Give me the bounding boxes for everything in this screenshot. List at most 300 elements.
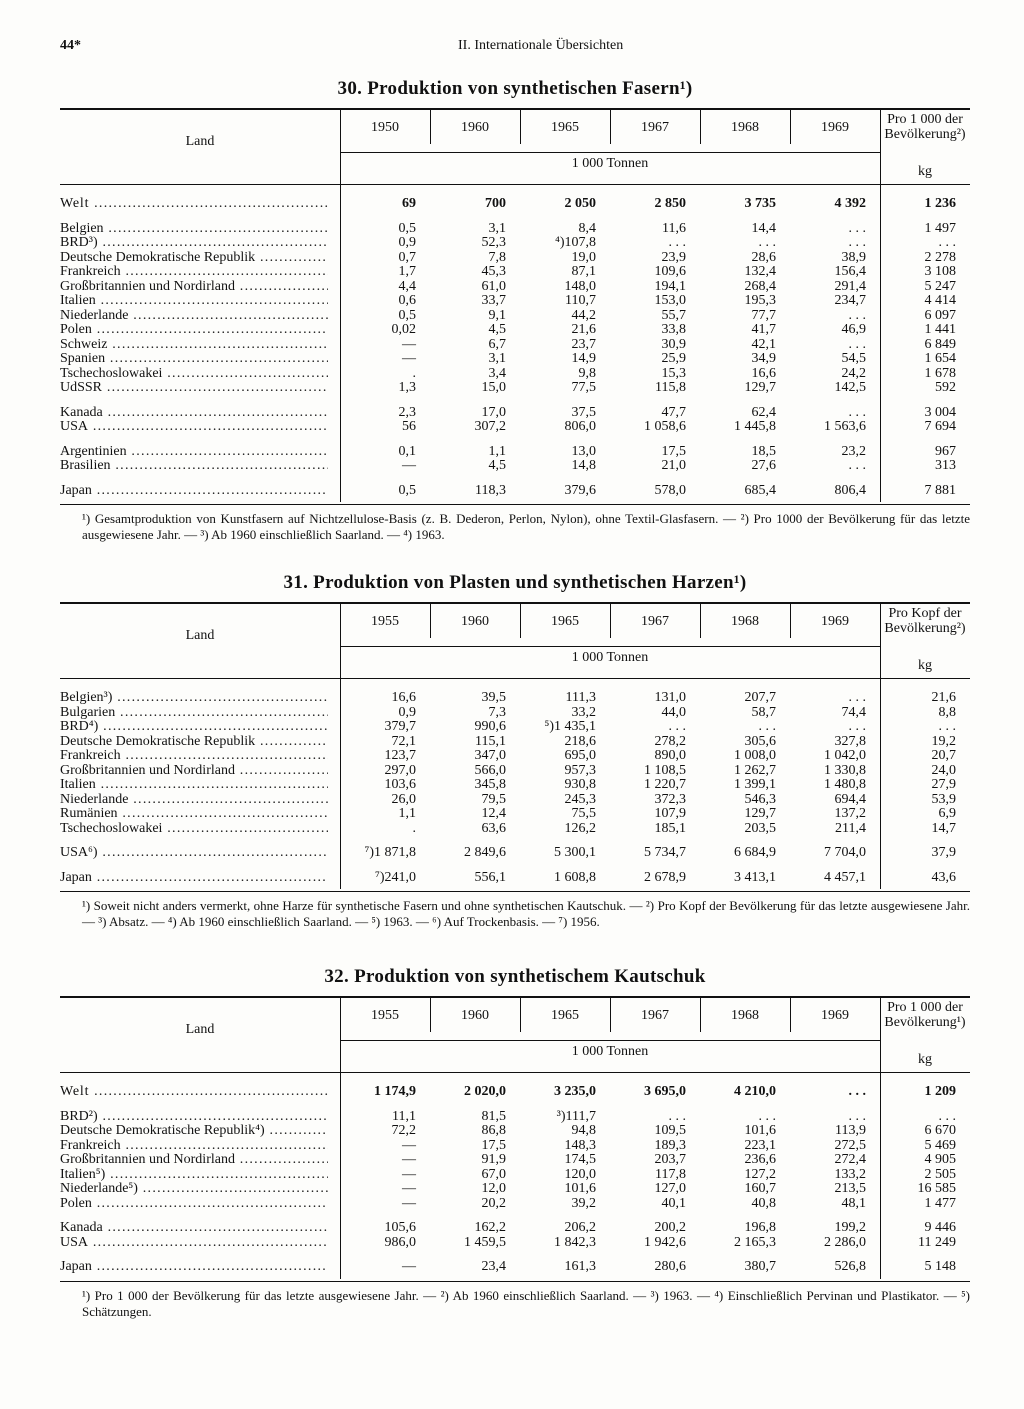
value-cell: 3,4 xyxy=(488,365,506,381)
value-cell: 234,7 xyxy=(834,293,866,308)
country-label: Polen ..... xyxy=(60,1197,328,1212)
value-cell: 2 286,0 xyxy=(824,1234,866,1250)
value-cell: 957,3 xyxy=(564,762,596,778)
value-cell: 21,6 xyxy=(931,690,956,705)
value-cell: 1 209 xyxy=(924,1084,956,1099)
value-cell: 1,3 xyxy=(398,380,416,395)
country-label: Großbritannien und Nordirland ..... xyxy=(60,280,328,295)
value-cell: 546,3 xyxy=(744,791,776,807)
value-cell: 2 050 xyxy=(564,196,596,211)
value-cell: . . . xyxy=(848,719,866,734)
running-title: II. Internationale Übersichten xyxy=(458,38,624,53)
value-cell: 372,3 xyxy=(654,791,686,807)
value-cell: 1 654 xyxy=(924,351,956,366)
value-cell: 40,8 xyxy=(751,1195,776,1211)
value-cell: 42,1 xyxy=(751,336,776,352)
value-cell: 200,2 xyxy=(654,1220,686,1235)
value-cell: 62,4 xyxy=(751,404,776,420)
value-cell: 40,1 xyxy=(661,1195,686,1211)
value-cell: 26,0 xyxy=(391,791,416,807)
table-row xyxy=(60,1110,970,1125)
country-label: Frankreich ..... xyxy=(60,749,328,764)
value-cell: 8,8 xyxy=(938,704,956,720)
year-header: 1965 xyxy=(551,614,579,629)
country-label: Italien⁵) ..... xyxy=(60,1168,328,1183)
value-cell: . . . xyxy=(668,1108,686,1124)
country-label: Schweiz ..... xyxy=(60,338,328,353)
value-cell: 54,5 xyxy=(841,351,866,366)
value-cell: 6 849 xyxy=(924,336,956,352)
unit-label: 1 000 Tonnen xyxy=(571,1044,649,1059)
year-header: 1955 xyxy=(371,1008,399,1023)
value-cell: 1 220,7 xyxy=(644,777,686,792)
value-cell: . . . xyxy=(848,336,866,352)
value-cell: 930,8 xyxy=(564,777,596,792)
value-cell: 19,0 xyxy=(571,249,596,265)
country-label: Frankreich ..... xyxy=(60,1139,328,1154)
value-cell: 1 441 xyxy=(924,322,956,337)
value-cell: 272,5 xyxy=(834,1137,866,1153)
table-row xyxy=(60,251,970,266)
value-cell: 986,0 xyxy=(384,1234,416,1250)
value-cell: — xyxy=(402,458,416,473)
value-cell: 211,4 xyxy=(835,820,866,836)
table-row xyxy=(60,1139,970,1154)
value-cell: 34,9 xyxy=(751,351,776,366)
value-cell: 21,6 xyxy=(571,322,596,337)
footnotes: ¹) Pro 1 000 der Bevölkerung für das letzte ausgewiesene Jahr. — ²) Ab 1960 einschließlich Saarland. — ³) 1963. — ⁴) Einschließlich Pervinan und Plastikator. — ⁵) Schätzungen. xyxy=(82,1287,970,1319)
value-cell: . . . xyxy=(848,1084,866,1099)
value-cell: 27,9 xyxy=(931,777,956,792)
value-cell: 245,3 xyxy=(564,791,596,807)
value-cell: 379,7 xyxy=(384,719,416,734)
unit-rule xyxy=(340,646,880,647)
value-cell: ⁷)1 871,8 xyxy=(364,845,416,860)
value-cell: 56 xyxy=(402,419,416,434)
year-header: 1967 xyxy=(641,120,669,135)
value-cell: 2,3 xyxy=(398,404,416,420)
country-label: Niederlande⁵) ..... xyxy=(60,1182,328,1197)
value-cell: 223,1 xyxy=(744,1137,776,1153)
value-cell: 45,3 xyxy=(481,264,506,279)
value-cell: 2 849,6 xyxy=(464,845,506,860)
table-31-section xyxy=(60,572,970,930)
value-cell: 8,4 xyxy=(578,220,596,236)
value-cell: 14,7 xyxy=(931,820,956,836)
table-header xyxy=(60,996,970,1073)
value-cell: 218,6 xyxy=(564,733,596,749)
country-label: Italien ..... xyxy=(60,294,328,309)
value-cell: 1 399,1 xyxy=(734,777,776,792)
country-label: Großbritannien und Nordirland ..... xyxy=(60,1153,328,1168)
country-label: Belgien ..... xyxy=(60,222,328,237)
value-cell: 1 008,0 xyxy=(734,748,776,763)
value-cell: 685,4 xyxy=(744,482,776,498)
value-cell: 44,0 xyxy=(661,704,686,720)
year-header: 1969 xyxy=(821,1008,849,1023)
value-cell: 7,3 xyxy=(488,704,506,720)
value-cell: 2 020,0 xyxy=(464,1084,506,1099)
value-cell: 67,0 xyxy=(481,1166,506,1182)
unit-label: 1 000 Tonnen xyxy=(571,650,649,665)
table-row xyxy=(60,1260,970,1275)
value-cell: 203,5 xyxy=(744,820,776,836)
value-cell: 1 042,0 xyxy=(824,748,866,763)
value-cell: 72,2 xyxy=(391,1123,416,1138)
value-cell: 127,0 xyxy=(654,1181,686,1196)
value-cell: 347,0 xyxy=(474,748,506,763)
table-row xyxy=(60,1153,970,1168)
table-row xyxy=(60,822,970,837)
value-cell: 6 097 xyxy=(924,307,956,323)
value-cell: 578,0 xyxy=(654,482,686,498)
value-cell: 161,3 xyxy=(564,1259,596,1274)
value-cell: 0,1 xyxy=(398,443,416,459)
country-label: Deutsche Demokratische Republik⁴) ..... xyxy=(60,1124,328,1139)
country-label: Argentinien ..... xyxy=(60,445,328,460)
value-cell: 1 236 xyxy=(924,196,956,211)
value-cell: . . . xyxy=(758,719,776,734)
country-label: Japan ..... xyxy=(60,484,328,499)
country-label: Polen ..... xyxy=(60,323,328,338)
value-cell: 33,8 xyxy=(661,322,686,337)
value-cell: 153,0 xyxy=(654,293,686,308)
value-cell: 0,02 xyxy=(391,322,416,337)
value-cell: 148,3 xyxy=(564,1137,596,1153)
value-cell: 0,9 xyxy=(398,704,416,720)
table-row xyxy=(60,1182,970,1197)
table-row xyxy=(60,1124,970,1139)
value-cell: ⁵)1 435,1 xyxy=(544,719,596,734)
year-header: 1965 xyxy=(551,120,579,135)
value-cell: 75,5 xyxy=(571,806,596,821)
country-label: Deutsche Demokratische Republik ..... xyxy=(60,251,328,266)
value-cell: 1 497 xyxy=(924,220,956,236)
table-title: 32. Produktion von synthetischem Kautschuk xyxy=(324,966,706,987)
value-cell: 967 xyxy=(935,443,956,459)
table-row xyxy=(60,381,970,396)
value-cell: 81,5 xyxy=(481,1108,506,1124)
table-body xyxy=(60,679,970,889)
value-cell: ⁴)107,8 xyxy=(554,235,596,250)
land-header: Land xyxy=(185,134,215,149)
value-cell: 5 148 xyxy=(924,1259,956,1274)
land-header: Land xyxy=(185,628,215,643)
value-cell: . . . xyxy=(758,235,776,250)
value-cell: ⁷)241,0 xyxy=(374,869,416,885)
value-cell: 695,0 xyxy=(564,748,596,763)
value-cell: 117,8 xyxy=(655,1166,686,1182)
value-cell: 280,6 xyxy=(654,1259,686,1274)
value-cell: 11,6 xyxy=(662,220,686,236)
table-row xyxy=(60,871,970,886)
value-cell: 7 694 xyxy=(924,419,956,434)
value-cell: 107,9 xyxy=(654,806,686,821)
value-cell: 123,7 xyxy=(384,748,416,763)
country-label: Niederlande ..... xyxy=(60,309,328,324)
value-cell: 101,6 xyxy=(564,1181,596,1196)
value-cell: 24,2 xyxy=(841,365,866,381)
table-body xyxy=(60,1073,970,1279)
value-cell: 272,4 xyxy=(834,1152,866,1167)
value-cell: . . . xyxy=(848,690,866,705)
value-cell: 131,0 xyxy=(654,690,686,705)
year-header: 1955 xyxy=(371,614,399,629)
country-label: Bulgarien ..... xyxy=(60,706,328,721)
year-header: 1968 xyxy=(731,614,759,629)
value-cell: . . . xyxy=(848,220,866,236)
value-cell: 77,5 xyxy=(571,380,596,395)
country-label: Spanien ..... xyxy=(60,352,328,367)
country-label: USA ..... xyxy=(60,420,328,435)
value-cell: 86,8 xyxy=(481,1123,506,1138)
table-row xyxy=(60,222,970,237)
value-cell: 105,6 xyxy=(384,1220,416,1235)
value-cell: 63,6 xyxy=(481,820,506,836)
value-cell: 5 469 xyxy=(924,1137,956,1153)
value-cell: 17,5 xyxy=(481,1137,506,1153)
value-cell: 6 670 xyxy=(924,1123,956,1138)
value-cell: 9 446 xyxy=(924,1220,956,1235)
value-cell: 3 235,0 xyxy=(554,1084,596,1099)
value-cell: 115,8 xyxy=(655,380,686,395)
value-cell: 133,2 xyxy=(834,1166,866,1182)
value-cell: 48,1 xyxy=(841,1195,866,1211)
table-row xyxy=(60,420,970,435)
country-label: Niederlande ..... xyxy=(60,793,328,808)
per-capita-unit: kg xyxy=(918,164,932,179)
per-capita-header: Pro 1 000 der Bevölkerung¹) xyxy=(884,1000,966,1030)
value-cell: 592 xyxy=(935,380,956,395)
value-cell: . xyxy=(412,820,416,836)
value-cell: 236,6 xyxy=(744,1152,776,1167)
value-cell: 0,9 xyxy=(398,235,416,250)
table-row xyxy=(60,294,970,309)
value-cell: 142,5 xyxy=(834,380,866,395)
value-cell: 7 881 xyxy=(924,482,956,498)
value-cell: 2 165,3 xyxy=(734,1234,776,1250)
value-cell: 3 108 xyxy=(924,264,956,279)
value-cell: 694,4 xyxy=(834,791,866,807)
value-cell: 1 678 xyxy=(924,365,956,381)
value-cell: 1 108,5 xyxy=(644,762,686,778)
value-cell: 39,2 xyxy=(571,1195,596,1211)
value-cell: 129,7 xyxy=(744,380,776,395)
value-cell: 43,6 xyxy=(931,869,956,885)
value-cell: 1,7 xyxy=(398,264,416,279)
value-cell: 18,5 xyxy=(751,443,776,459)
year-header: 1960 xyxy=(461,614,489,629)
table-body xyxy=(60,185,970,502)
value-cell: — xyxy=(402,1195,416,1211)
year-header: 1969 xyxy=(821,614,849,629)
value-cell: 61,0 xyxy=(481,278,506,294)
value-cell: 23,7 xyxy=(571,336,596,352)
value-cell: 4,5 xyxy=(488,458,506,473)
value-cell: 14,9 xyxy=(571,351,596,366)
value-cell: 41,7 xyxy=(751,322,776,337)
value-cell: . . . xyxy=(848,307,866,323)
value-cell: 7,8 xyxy=(488,249,506,265)
unit-rule xyxy=(340,152,880,153)
value-cell: 4 210,0 xyxy=(734,1084,776,1099)
value-cell: . . . xyxy=(938,719,956,734)
country-label: Tschechoslowakei ..... xyxy=(60,367,328,382)
value-cell: . . . xyxy=(938,1108,956,1124)
value-cell: 77,7 xyxy=(751,307,776,323)
value-cell: 3 735 xyxy=(744,196,776,211)
value-cell: 39,5 xyxy=(481,690,506,705)
page-number: 44* xyxy=(60,38,81,53)
value-cell: . . . xyxy=(848,1108,866,1124)
value-cell: 12,0 xyxy=(481,1181,506,1196)
value-cell: 890,0 xyxy=(654,748,686,763)
table-32-section xyxy=(60,966,970,1320)
value-cell: 313 xyxy=(935,458,956,473)
footnotes: ¹) Gesamtproduktion von Kunstfasern auf Nichtzellulose-Basis (z. B. Dederon, Perlon, Nylon), ohne Textil-Glasfasern. — ²) Pro 1000 der Bevölkerung für das letzte ausgewiesene Jahr. — ³) Ab 1960 einschließlich Saarland. — ⁴) 1963. xyxy=(82,511,970,542)
value-cell: 55,7 xyxy=(661,307,686,323)
value-cell: 94,8 xyxy=(571,1123,596,1138)
value-cell: 2 278 xyxy=(924,249,956,265)
value-cell: 110,7 xyxy=(565,293,596,308)
value-cell: 11,1 xyxy=(392,1108,416,1124)
value-cell: 6,7 xyxy=(488,336,506,352)
value-cell: 127,2 xyxy=(744,1166,776,1182)
value-cell: 1 842,3 xyxy=(554,1234,596,1250)
value-cell: . . . xyxy=(848,458,866,473)
country-label: Kanada ..... xyxy=(60,1221,328,1236)
table-row xyxy=(60,459,970,474)
table-row xyxy=(60,367,970,382)
table-row xyxy=(60,1236,970,1251)
country-label: Japan ..... xyxy=(60,871,328,886)
value-cell: 185,1 xyxy=(654,820,686,836)
value-cell: 87,1 xyxy=(571,264,596,279)
value-cell: 203,7 xyxy=(654,1152,686,1167)
year-header: 1965 xyxy=(551,1008,579,1023)
value-cell: 3 004 xyxy=(924,404,956,420)
value-cell: 990,6 xyxy=(474,719,506,734)
value-cell: 118,3 xyxy=(475,482,506,498)
value-cell: 194,1 xyxy=(654,278,686,294)
table-row xyxy=(60,778,970,793)
value-cell: 9,1 xyxy=(488,307,506,323)
country-label: UdSSR ..... xyxy=(60,381,328,396)
value-cell: — xyxy=(402,1152,416,1167)
table-row xyxy=(60,406,970,421)
table-row xyxy=(60,764,970,779)
value-cell: 526,8 xyxy=(834,1259,866,1274)
table-row xyxy=(60,846,970,861)
value-cell: 297,0 xyxy=(384,762,416,778)
table-header xyxy=(60,108,970,185)
value-cell: 1 058,6 xyxy=(644,419,686,434)
value-cell: 1 608,8 xyxy=(554,869,596,885)
value-cell: 111,3 xyxy=(565,690,596,705)
country-label: Italien ..... xyxy=(60,778,328,793)
value-cell: 0,6 xyxy=(398,293,416,308)
value-cell: 120,0 xyxy=(564,1166,596,1182)
country-label: USA⁶) ..... xyxy=(60,846,328,861)
value-cell: . . . xyxy=(848,235,866,250)
table-header xyxy=(60,602,970,679)
value-cell: 72,1 xyxy=(391,733,416,749)
country-label: Frankreich ..... xyxy=(60,265,328,280)
country-label: Tschechoslowakei ..... xyxy=(60,822,328,837)
value-cell: 47,7 xyxy=(661,404,686,420)
value-cell: 0,5 xyxy=(398,220,416,236)
value-cell: 17,0 xyxy=(481,404,506,420)
value-cell: ³)111,7 xyxy=(556,1108,596,1124)
value-cell: — xyxy=(402,351,416,366)
country-label: Deutsche Demokratische Republik ..... xyxy=(60,735,328,750)
country-label: BRD²) ..... xyxy=(60,1110,328,1125)
table-row xyxy=(60,445,970,460)
value-cell: 379,6 xyxy=(564,482,596,498)
table-row xyxy=(60,265,970,280)
value-cell: 806,0 xyxy=(564,419,596,434)
value-cell: 16 585 xyxy=(917,1181,956,1196)
year-header: 1968 xyxy=(731,1008,759,1023)
table-row xyxy=(60,720,970,735)
value-cell: 79,5 xyxy=(481,791,506,807)
value-cell: 2 850 xyxy=(654,196,686,211)
value-cell: 5 300,1 xyxy=(554,845,596,860)
table-row xyxy=(60,1085,970,1100)
value-cell: 199,2 xyxy=(834,1220,866,1235)
value-cell: 156,4 xyxy=(834,264,866,279)
value-cell: 69 xyxy=(402,196,416,211)
value-cell: . xyxy=(412,365,416,381)
value-cell: 1 330,8 xyxy=(824,762,866,778)
value-cell: 17,5 xyxy=(661,443,686,459)
value-cell: 101,6 xyxy=(744,1123,776,1138)
table-row xyxy=(60,1168,970,1183)
value-cell: 327,8 xyxy=(834,733,866,749)
value-cell: — xyxy=(402,1137,416,1153)
value-cell: 566,0 xyxy=(474,762,506,778)
value-cell: 23,9 xyxy=(661,249,686,265)
value-cell: 3,1 xyxy=(488,351,506,366)
table-row xyxy=(60,484,970,499)
value-cell: 19,2 xyxy=(931,733,956,749)
value-cell: 174,5 xyxy=(564,1152,596,1167)
land-header: Land xyxy=(185,1022,215,1037)
table-row xyxy=(60,691,970,706)
country-label: Kanada ..... xyxy=(60,406,328,421)
value-cell: — xyxy=(402,336,416,352)
value-cell: 44,2 xyxy=(571,307,596,323)
value-cell: 12,4 xyxy=(481,806,506,821)
country-label: Welt ..... xyxy=(60,197,328,212)
value-cell: 5 734,7 xyxy=(644,845,686,860)
value-cell: 24,0 xyxy=(931,762,956,778)
per-capita-unit: kg xyxy=(918,658,932,673)
value-cell: 206,2 xyxy=(564,1220,596,1235)
value-cell: 109,5 xyxy=(654,1123,686,1138)
value-cell: 4 905 xyxy=(924,1152,956,1167)
value-cell: 37,5 xyxy=(571,404,596,420)
value-cell: 46,9 xyxy=(841,322,866,337)
value-cell: 15,0 xyxy=(481,380,506,395)
table-bottom-rule xyxy=(60,504,970,505)
table-row xyxy=(60,706,970,721)
table-row xyxy=(60,280,970,295)
value-cell: 132,4 xyxy=(744,264,776,279)
value-cell: 103,6 xyxy=(384,777,416,792)
country-label: BRD³) ..... xyxy=(60,236,328,251)
value-cell: 1,1 xyxy=(488,443,506,459)
